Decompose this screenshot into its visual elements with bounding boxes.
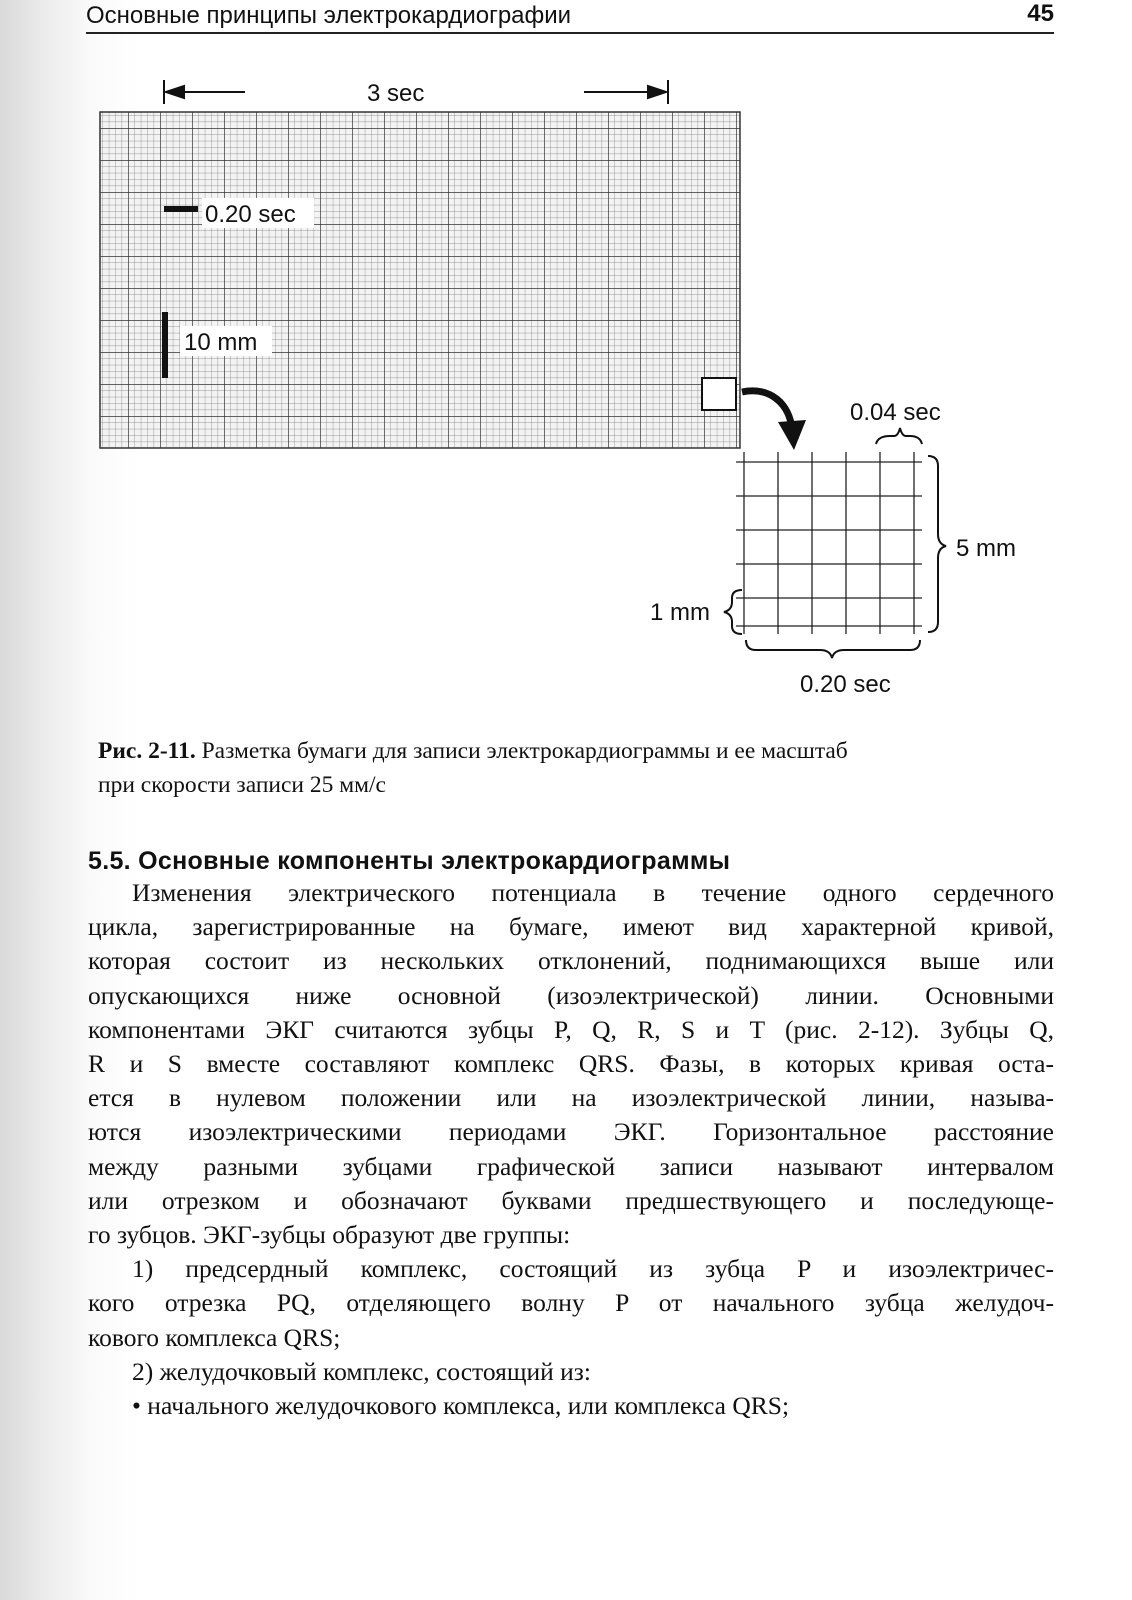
zoomed-grid (736, 452, 922, 634)
zoom-arrow (742, 391, 806, 450)
text-line: между разными зубцами графической записи называют интервалом (88, 1151, 1054, 1181)
zoom-top-label: 0.04 sec (850, 399, 941, 426)
text-line: цикла, зарегистрированные на бумаге, имеют вид характерной кривой, (88, 912, 1054, 942)
zoom-source-square (702, 378, 736, 410)
text-line: 1) предсердный комплекс, состоящий из зубца P и изоэлектричес- (132, 1254, 1054, 1284)
section-body (88, 876, 1054, 1423)
text-line: Изменения электрического потенциала в течение одного сердечного (132, 878, 1054, 907)
three-sec-label: 3 sec (367, 80, 425, 107)
zoom-left-label: 1 mm (650, 599, 710, 626)
amplitude-marker (162, 312, 168, 378)
ecg-paper-figure (0, 0, 1132, 720)
figure-caption (98, 734, 1058, 802)
text-line: компонентами ЭКГ считаются зубцы P, Q, R, S и T (рис. 2-12). Зубцы Q, (88, 1014, 1054, 1044)
small-time-marker (164, 206, 198, 212)
small-time-label: 0.20 sec (205, 201, 296, 228)
caption-line-2: при скорости записи 25 мм/с (98, 772, 386, 798)
section-heading: 5.5. Основные компоненты электрокардиограммы (88, 847, 731, 875)
caption-line-1: Разметка бумаги для записи электрокардиограммы и ее масштаб (201, 738, 848, 764)
zoom-bottom-label: 0.20 sec (800, 671, 891, 698)
text-line: кового комплекса QRS; (88, 1322, 341, 1352)
text-line: кого отрезка PQ, отделяющего волну P от начального зубца желудоч- (88, 1288, 1054, 1318)
text-line: го зубцов. ЭКГ-зубцы образуют две группы: (88, 1220, 571, 1250)
text-line: или отрезком и обозначают буквами предшествующего и последующе- (88, 1185, 1054, 1215)
list-item-atrial (88, 1252, 1054, 1355)
text-line: которая состоит из нескольких отклонений, поднимающихся выше или (88, 946, 1054, 976)
bullet-item (88, 1389, 1054, 1423)
list-item-ventricular (88, 1355, 1054, 1389)
text-line: • начального желудочкового комплекса, или комплекса QRS; (132, 1391, 790, 1421)
text-line: ются изоэлектрическими периодами ЭКГ. Горизонтальное расстояние (88, 1117, 1054, 1147)
text-line: опускающихся ниже основной (изоэлектрической) линии. Основными (88, 980, 1054, 1010)
caption-label: Рис. 2-11. (98, 738, 196, 764)
paragraph (88, 876, 1054, 1252)
page-number: 45 (1027, 0, 1054, 27)
text-line: ется в нулевом положении или на изоэлектрической линии, называ- (88, 1083, 1054, 1113)
running-header-title: Основные принципы электрокардиографии (86, 2, 572, 29)
text-line: 2) желудочковый комплекс, состоящий из: (132, 1356, 591, 1386)
text-line: R и S вместе составляют комплекс QRS. Фазы, в которых кривая оста- (88, 1049, 1054, 1079)
amplitude-label: 10 mm (184, 329, 258, 356)
ecg-grid (100, 112, 740, 448)
zoom-right-label: 5 mm (956, 535, 1016, 562)
